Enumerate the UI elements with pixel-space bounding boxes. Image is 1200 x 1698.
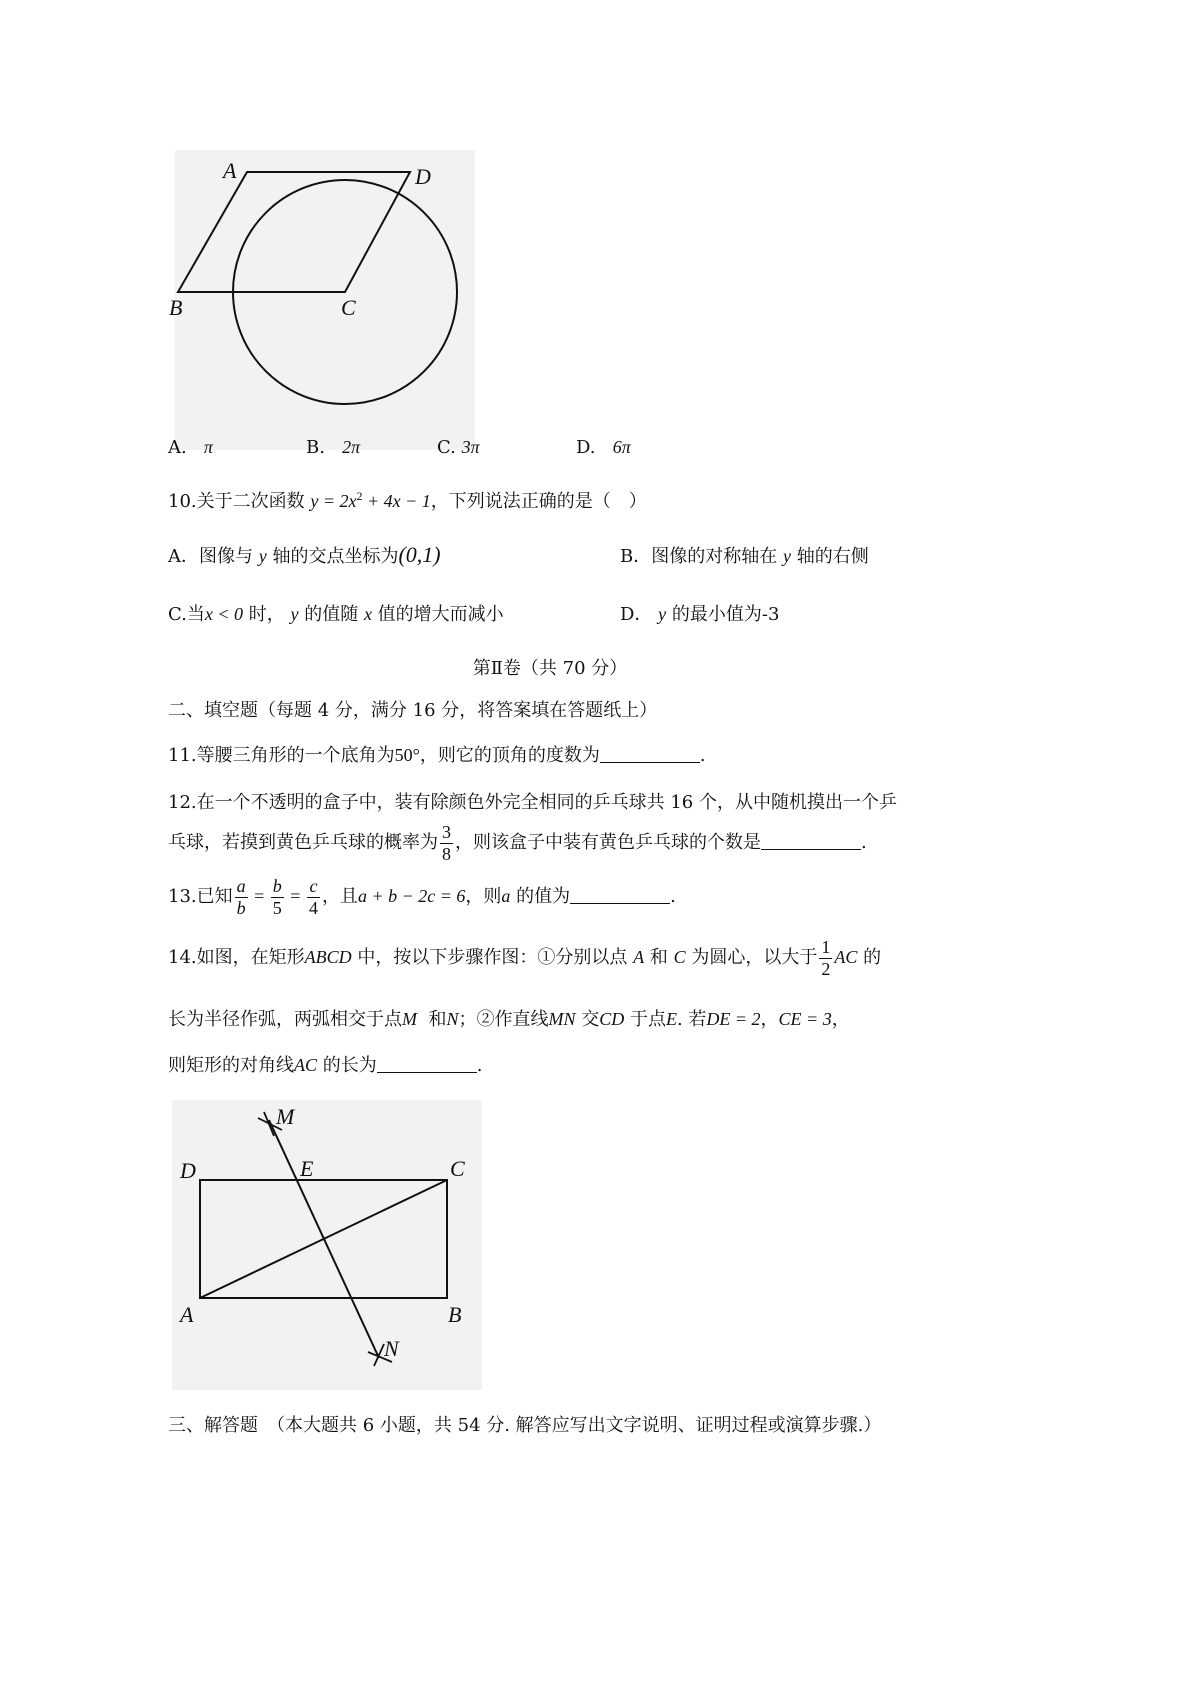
- q10-stem: 10.关于二次函数 $y = 2x^2 + 4x - 1$，下列说法正确的是（ ）: [168, 489, 647, 512]
- label-c: C: [341, 295, 356, 320]
- q9-option-d: D. 6π: [576, 437, 631, 458]
- q11: 11.等腰三角形的一个底角为50°，则它的顶角的度数为 .: [168, 745, 706, 766]
- label-a: A: [223, 158, 237, 183]
- q13-fraction-3: $\frac{c}{4}$: [308, 876, 318, 918]
- parallelogram-abcd: [178, 172, 410, 292]
- label-m: M: [276, 1104, 295, 1129]
- q14-line3: 则矩形的对角线AC 的长为 .: [168, 1055, 483, 1076]
- q10-function: $y = 2x^2 + 4x - 1$: [310, 489, 431, 511]
- q9-option-c: C. 3π: [437, 437, 480, 458]
- q14-line1: 14.如图，在矩形ABCD 中，按以下步骤作图：①分别以点 A 和 C 为圆心，以大于 $\frac{1}{2}$ AC 的: [168, 937, 882, 979]
- q14-fraction-half: $\frac{1}{2}$: [821, 937, 831, 979]
- q10-option-c: C.当x < 0 时， y 的值随 x 值的增大而减小: [168, 604, 504, 625]
- figure-rectangle-construction: [172, 1100, 482, 1390]
- q14-blank: [377, 1054, 477, 1073]
- q10-option-d: D． y 的最小值为-3: [620, 604, 780, 625]
- section3-heading: 三、解答题 （本大题共 6 小题，共 54 分. 解答应写出文字说明、证明过程或演算步骤.）: [168, 1415, 882, 1436]
- q13-fraction-2: $\frac{b}{5}$: [272, 876, 282, 918]
- q12-line1: 12.在一个不透明的盒子中，装有除颜色外完全相同的乒乓球共 16 个，从中随机摸出一个乒: [168, 792, 897, 813]
- section2-title: 第Ⅱ卷（共 70 分）: [472, 658, 628, 679]
- q13: 13.已知 $\frac{a}{b}$ = $\frac{b}{5}$ = $\frac{c}{4}$ ，且a + b − 2c = 6，则a 的值为 .: [168, 876, 676, 918]
- label-c2: C: [450, 1156, 465, 1181]
- label-b: B: [169, 295, 183, 320]
- q12-blank: [761, 831, 861, 850]
- q13-fraction-1: $\frac{a}{b}$: [236, 876, 246, 918]
- figure-parallelogram-circle: [169, 150, 475, 450]
- q12-fraction: $\frac{3}{8}$: [442, 822, 451, 864]
- label-b2: B: [448, 1302, 462, 1327]
- label-n: N: [384, 1336, 399, 1361]
- q9-option-b: B. 2π: [306, 437, 361, 458]
- label-e: E: [300, 1156, 314, 1181]
- q13-blank: [570, 885, 670, 904]
- label-d2: D: [180, 1158, 196, 1183]
- label-d: D: [415, 164, 431, 189]
- q12-line2: 乓球，若摸到黄色乒乓球的概率为 $\frac{3}{8}$ ，则该盒子中装有黄色乒乓球的个数是 .: [168, 822, 867, 864]
- q9-option-a: A. π: [168, 437, 213, 458]
- q11-blank: [600, 744, 700, 763]
- q10-option-a: A．图像与 y 轴的交点坐标为(0,1): [168, 542, 441, 567]
- q10-option-b: B．图像的对称轴在 y 轴的右侧: [620, 546, 869, 567]
- line-mn: [269, 1120, 379, 1358]
- section2-heading: 二、填空题（每题 4 分，满分 16 分，将答案填在答题纸上）: [168, 700, 658, 721]
- q14-line2: 长为半径作弧，两弧相交于点M 和N；②作直线MN 交CD 于点E. 若DE = 2，CE = 3，: [168, 1009, 850, 1030]
- label-a2: A: [180, 1302, 194, 1327]
